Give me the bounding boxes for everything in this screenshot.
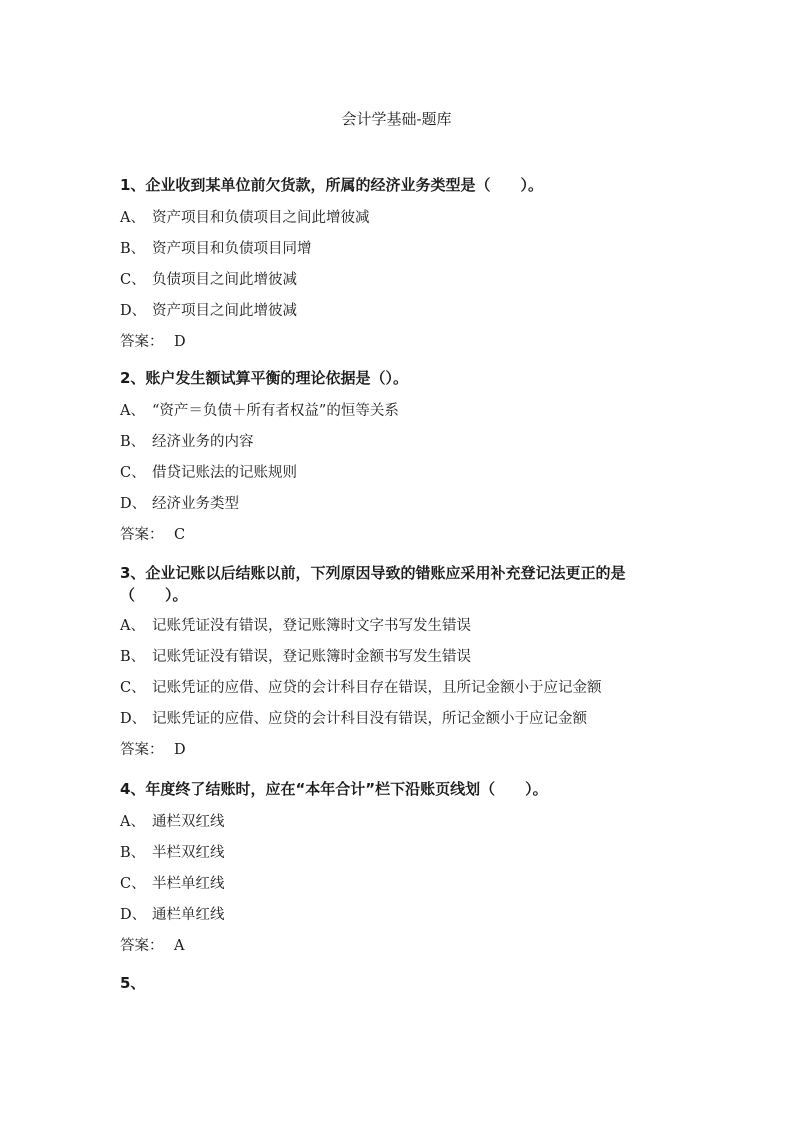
page-title: 会计学基础-题库 <box>341 110 452 128</box>
option-key: C、 <box>120 271 146 288</box>
answer-line <box>120 930 680 961</box>
option-c <box>120 264 680 295</box>
question-2 <box>120 367 680 550</box>
option-b <box>120 426 680 457</box>
option-a <box>120 395 680 426</box>
option-key: A、 <box>120 209 145 226</box>
answer-value: C <box>174 526 186 543</box>
option-text: 借贷记账法的记账规则 <box>152 464 297 481</box>
option-key: C、 <box>120 464 146 481</box>
option-text: “资产＝负债＋所有者权益”的恒等关系 <box>152 402 399 419</box>
answer-label: 答案： <box>120 937 164 954</box>
option-text: 负债项目之间此增彼减 <box>152 271 297 288</box>
option-text: 记账凭证的应借、应贷的会计科目没有错误，所记金额小于应记金额 <box>152 710 587 727</box>
option-text: 资产项目之间此增彼减 <box>152 302 297 319</box>
answer-line <box>120 519 680 550</box>
option-text: 资产项目和负债项目之间此增彼减 <box>152 209 370 226</box>
question-1 <box>120 174 680 357</box>
option-d <box>120 703 680 734</box>
option-text: 记账凭证的应借、应贷的会计科目存在错误，且所记金额小于应记金额 <box>152 679 602 696</box>
answer-label: 答案： <box>120 526 164 543</box>
option-key: C、 <box>120 679 146 696</box>
option-key: B、 <box>120 240 146 257</box>
answer-value: D <box>174 741 186 758</box>
option-b <box>120 837 680 868</box>
option-key: A、 <box>120 402 145 419</box>
answer-line <box>120 734 680 765</box>
answer-label: 答案： <box>120 333 164 350</box>
question-text: 3、企业记账以后结账以前，下列原因导致的错账应采用补充登记法更正的是（ ）。 <box>120 564 626 604</box>
answer-value: A <box>174 937 185 954</box>
option-text: 经济业务的内容 <box>152 433 254 450</box>
option-c <box>120 672 680 703</box>
option-key: D、 <box>120 906 147 923</box>
option-key: B、 <box>120 433 146 450</box>
option-a <box>120 202 680 233</box>
option-key: A、 <box>120 617 145 634</box>
question-5 <box>120 972 680 994</box>
option-text: 记账凭证没有错误，登记账簿时金额书写发生错误 <box>152 648 471 665</box>
option-d <box>120 295 680 326</box>
option-b <box>120 641 680 672</box>
option-text: 半栏双红线 <box>152 844 225 861</box>
option-key: D、 <box>120 302 147 319</box>
question-3 <box>120 562 680 765</box>
option-d <box>120 899 680 930</box>
option-key: B、 <box>120 844 146 861</box>
option-d <box>120 488 680 519</box>
option-text: 记账凭证没有错误，登记账簿时文字书写发生错误 <box>152 617 471 634</box>
option-text: 资产项目和负债项目同增 <box>152 240 312 257</box>
question-text: 2、账户发生额试算平衡的理论依据是（）。 <box>120 369 408 387</box>
option-b <box>120 233 680 264</box>
answer-label: 答案： <box>120 741 164 758</box>
option-text: 经济业务类型 <box>152 495 239 512</box>
question-text: 4、年度终了结账时，应在“本年合计”栏下沿账页线划（ ）。 <box>120 780 548 798</box>
option-text: 通栏双红线 <box>152 813 225 830</box>
option-text: 半栏单红线 <box>152 875 225 892</box>
option-key: D、 <box>120 495 147 512</box>
option-a <box>120 610 680 641</box>
option-key: A、 <box>120 813 145 830</box>
question-text: 1、企业收到某单位前欠货款，所属的经济业务类型是（ ）。 <box>120 176 543 194</box>
option-key: B、 <box>120 648 146 665</box>
option-c <box>120 868 680 899</box>
answer-value: D <box>174 333 186 350</box>
option-text: 通栏单红线 <box>152 906 225 923</box>
question-text: 5、 <box>120 974 146 992</box>
option-a <box>120 806 680 837</box>
option-key: C、 <box>120 875 146 892</box>
option-key: D、 <box>120 710 147 727</box>
question-4 <box>120 778 680 961</box>
option-c <box>120 457 680 488</box>
answer-line <box>120 326 680 357</box>
